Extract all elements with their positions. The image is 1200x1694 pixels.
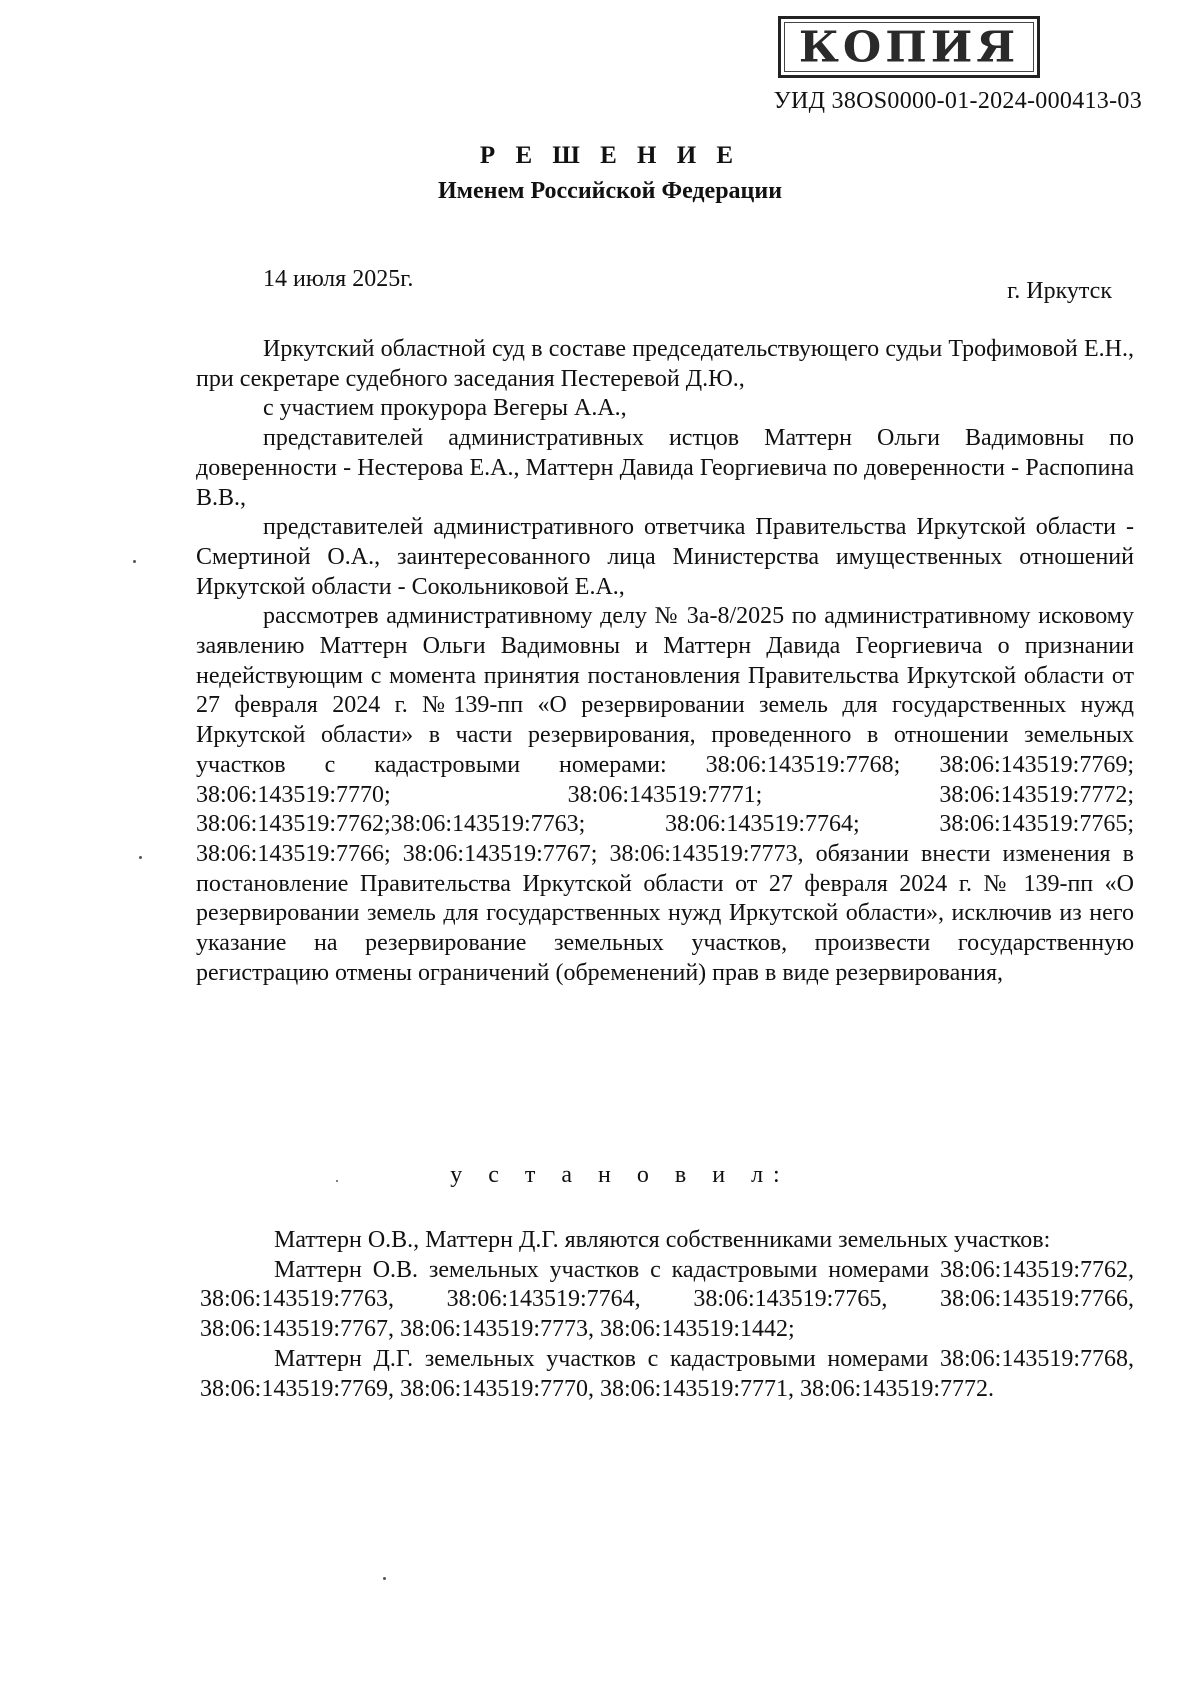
findings-section — [200, 1226, 1134, 1404]
intro-paragraph-case-subject: рассмотрев административному делу № 3а-8/2025 по административному исковому заявлению Маттерн Ольги Вадимовны и Маттерн Давида Георгиевича о признании недействующим с момента принятия постановления Правительства Иркутской области от 27 февраля 2024 г. №139-пп «О резервировании земель для государственных нужд Иркутской области» в части резервирования, проведенного в отношении земельных участков с кадастровыми номерами: 38:06:143519:7768; 38:06:143519:7769; 38:06:143519:7770; 38:06:143519:7771; 38:06:143519:7772; 38:06:143519:7762;38:06:143519:7763; 38:06:143519:7764; 38:06:143519:7765; 38:06:143519:7766; 38:06:143519:7767; 38:06:143519:7773, обязании внести изменения в постановление Правительства Иркутской области от 27 февраля 2024 г. № 139-пп «О резервировании земель для государственных нужд Иркутской области», исключив из него указание на резервирование земельных участков, произвести государственную регистрацию отмены ограничений (обременений) прав в виде резервирования, — [196, 603, 1134, 986]
scan-speck — [336, 1180, 338, 1182]
findings-paragraph-owner-ov: Маттерн О.В. земельных участков с кадастровыми номерами 38:06:143519:7762, 38:06:143519:7763, 38:06:143519:7764, 38:06:143519:7765, 38:06:143519:7766, 38:06:143519:7767, 38:06:143519:7773, 38:06:143519:1442; — [200, 1256, 1134, 1343]
scan-speck — [139, 856, 142, 859]
copy-stamp — [778, 16, 1040, 78]
findings-paragraph-owner-dg: Маттерн Д.Г. земельных участков с кадастровыми номерами 38:06:143519:7768, 38:06:143519:7769, 38:06:143519:7770, 38:06:143519:7771, 38:06:143519:7772. — [200, 1345, 1134, 1402]
case-uid: УИД 38OS0000-01-2024-000413-03 — [773, 88, 1142, 114]
scan-speck — [383, 1577, 386, 1580]
decision-date: 14 июля 2025г. — [263, 266, 414, 292]
established-heading: у с т а н о в и л: — [450, 1162, 790, 1188]
findings-paragraph-owners: Маттерн О.В., Маттерн Д.Г. являются собственниками земельных участков: — [274, 1227, 1051, 1253]
document-subtitle: Именем Российской Федерации — [437, 178, 783, 204]
intro-paragraph-court: Иркутский областной суд в составе председательствующего судьи Трофимовой Е.Н., при секретаре судебного заседания Пестеревой Д.Ю., — [196, 336, 1134, 392]
intro-paragraph-plaintiff-representatives: представителей административных истцов Маттерн Ольги Вадимовны по доверенности - Нестерова Е.А., Маттерн Давида Георгиевича по доверенности - Распопина В.В., — [196, 425, 1134, 511]
scan-speck — [133, 560, 136, 563]
intro-section — [196, 335, 1134, 988]
document-title: Р Е Ш Е Н И Е — [479, 142, 741, 169]
decision-city: г. Иркутск — [1007, 278, 1112, 304]
intro-paragraph-defendant-representatives: представителей административного ответчика Правительства Иркутской области - Смертиной О.А., заинтересованного лица Министерства имущественных отношений Иркутской области - Сокольниковой Е.А., — [196, 514, 1134, 600]
copy-stamp-text: КОПИЯ — [798, 22, 1020, 72]
intro-paragraph-prosecutor: с участием прокурора Вегеры А.А., — [263, 395, 627, 422]
